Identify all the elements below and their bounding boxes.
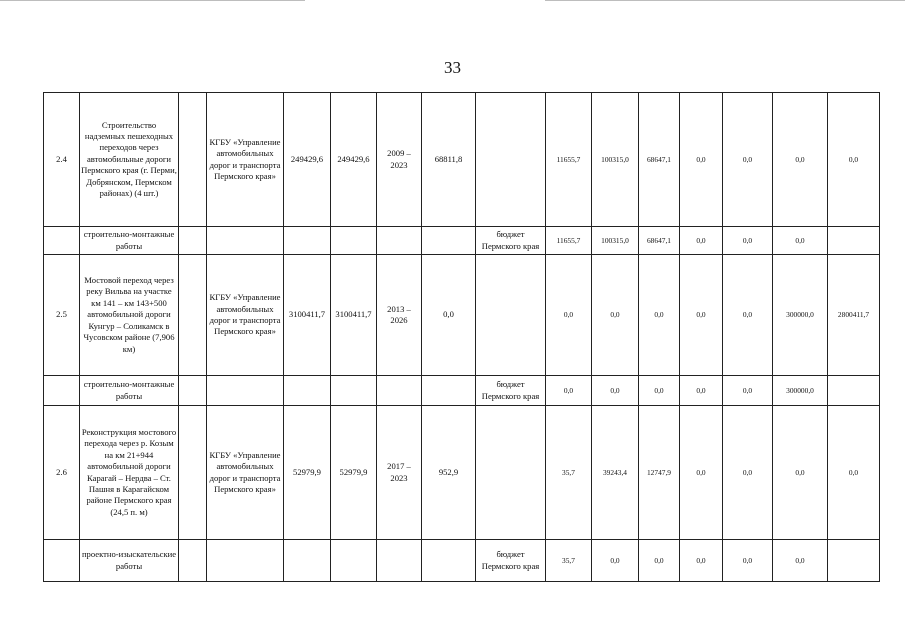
cell-executor bbox=[207, 376, 284, 406]
cell-period: 2017 – 2023 bbox=[377, 406, 422, 540]
cell-estimate-cost: 249429,6 bbox=[331, 93, 377, 227]
cell-year-1: 35,7 bbox=[546, 540, 592, 582]
cell-total-cost: 249429,6 bbox=[284, 93, 331, 227]
cell-prior-financing: 952,9 bbox=[422, 406, 476, 540]
cell-total-cost bbox=[284, 376, 331, 406]
cell-executor: КГБУ «Управление автомобильных дорог и транспорта Пермского края» bbox=[207, 255, 284, 376]
cell-estimate-cost: 52979,9 bbox=[331, 406, 377, 540]
cell-funding-source: бюджет Пермского края bbox=[476, 227, 546, 255]
table-row bbox=[44, 93, 880, 227]
cell-funding-source bbox=[476, 406, 546, 540]
cell-estimate-cost bbox=[331, 227, 377, 255]
cell-item-number bbox=[44, 540, 80, 582]
cell-prior-financing: 68811,8 bbox=[422, 93, 476, 227]
cell-year-2: 100315,0 bbox=[592, 93, 639, 227]
cell-estimate-cost bbox=[331, 540, 377, 582]
cell-year-6: 0,0 bbox=[773, 93, 828, 227]
cell-year-7 bbox=[828, 376, 880, 406]
cell-blank bbox=[179, 93, 207, 227]
cell-year-6: 0,0 bbox=[773, 227, 828, 255]
cell-period bbox=[377, 376, 422, 406]
cell-year-7: 2800411,7 bbox=[828, 255, 880, 376]
cell-year-1: 0,0 bbox=[546, 376, 592, 406]
cell-year-4: 0,0 bbox=[680, 255, 723, 376]
cell-year-1: 0,0 bbox=[546, 255, 592, 376]
cell-object-name: строительно-монтажные работы bbox=[80, 376, 179, 406]
page-number: 33 bbox=[444, 58, 461, 77]
cell-item-number bbox=[44, 376, 80, 406]
cell-year-5: 0,0 bbox=[723, 255, 773, 376]
cell-year-2: 100315,0 bbox=[592, 227, 639, 255]
scan-edge-line-right bbox=[545, 0, 905, 1]
cell-prior-financing bbox=[422, 540, 476, 582]
cell-year-2: 0,0 bbox=[592, 540, 639, 582]
cell-estimate-cost: 3100411,7 bbox=[331, 255, 377, 376]
cell-year-2: 0,0 bbox=[592, 255, 639, 376]
cell-item-number: 2.4 bbox=[44, 93, 80, 227]
cell-blank bbox=[179, 376, 207, 406]
cell-object-name: строительно-монтажные работы bbox=[80, 227, 179, 255]
cell-object-name: проектно-изыскательские работы bbox=[80, 540, 179, 582]
cell-prior-financing bbox=[422, 227, 476, 255]
cell-object-name: Строительство надземных пешеходных переходов через автомобильные дороги Пермского края (г. Перми, Добрянском, Пермском районах) (4 шт.) bbox=[80, 93, 179, 227]
cell-funding-source bbox=[476, 93, 546, 227]
cell-total-cost bbox=[284, 540, 331, 582]
table-row bbox=[44, 406, 880, 540]
cell-funding-source: бюджет Пермского края bbox=[476, 376, 546, 406]
cell-year-1: 11655,7 bbox=[546, 93, 592, 227]
cell-year-3: 68647,1 bbox=[639, 227, 680, 255]
cell-total-cost bbox=[284, 227, 331, 255]
cell-period: 2009 – 2023 bbox=[377, 93, 422, 227]
cell-year-4: 0,0 bbox=[680, 227, 723, 255]
table-row bbox=[44, 255, 880, 376]
cell-funding-source bbox=[476, 255, 546, 376]
cell-year-6: 300000,0 bbox=[773, 376, 828, 406]
cell-blank bbox=[179, 255, 207, 376]
cell-year-6: 0,0 bbox=[773, 406, 828, 540]
cell-year-5: 0,0 bbox=[723, 376, 773, 406]
cell-item-number: 2.6 bbox=[44, 406, 80, 540]
cell-year-7: 0,0 bbox=[828, 406, 880, 540]
cell-year-5: 0,0 bbox=[723, 540, 773, 582]
cell-year-7 bbox=[828, 540, 880, 582]
cell-period: 2013 – 2026 bbox=[377, 255, 422, 376]
cell-year-7: 0,0 bbox=[828, 93, 880, 227]
cell-year-4: 0,0 bbox=[680, 93, 723, 227]
cell-executor: КГБУ «Управление автомобильных дорог и транспорта Пермского края» bbox=[207, 406, 284, 540]
cell-year-1: 11655,7 bbox=[546, 227, 592, 255]
cell-year-3: 0,0 bbox=[639, 540, 680, 582]
cell-blank bbox=[179, 540, 207, 582]
cell-year-6: 0,0 bbox=[773, 540, 828, 582]
cell-blank bbox=[179, 227, 207, 255]
cell-executor bbox=[207, 540, 284, 582]
cell-year-4: 0,0 bbox=[680, 376, 723, 406]
cell-year-2: 0,0 bbox=[592, 376, 639, 406]
cell-object-name: Реконструкция мостового перехода через р. Козым на км 21+944 автомобильной дороги Карагай – Нердва – Ст. Пашня в Карагайском районе Пермского края (24,5 п. м) bbox=[80, 406, 179, 540]
cell-period bbox=[377, 227, 422, 255]
cell-year-3: 12747,9 bbox=[639, 406, 680, 540]
scan-edge-line-left bbox=[0, 0, 305, 1]
cell-item-number bbox=[44, 227, 80, 255]
cell-executor bbox=[207, 227, 284, 255]
cell-year-6: 300000,0 bbox=[773, 255, 828, 376]
cell-year-1: 35,7 bbox=[546, 406, 592, 540]
cell-estimate-cost bbox=[331, 376, 377, 406]
cell-object-name: Мостовой переход через реку Вильва на участке км 141 – км 143+500 автомобильной дороги Кунгур – Соликамск в Чусовском районе (7,906 км) bbox=[80, 255, 179, 376]
cell-year-4: 0,0 bbox=[680, 540, 723, 582]
cell-year-3: 68647,1 bbox=[639, 93, 680, 227]
program-table bbox=[43, 92, 880, 582]
cell-executor: КГБУ «Управление автомобильных дорог и транспорта Пермского края» bbox=[207, 93, 284, 227]
cell-year-3: 0,0 bbox=[639, 376, 680, 406]
cell-item-number: 2.5 bbox=[44, 255, 80, 376]
table-row bbox=[44, 227, 880, 255]
cell-period bbox=[377, 540, 422, 582]
cell-year-2: 39243,4 bbox=[592, 406, 639, 540]
cell-year-7 bbox=[828, 227, 880, 255]
cell-blank bbox=[179, 406, 207, 540]
cell-year-5: 0,0 bbox=[723, 406, 773, 540]
table-row bbox=[44, 376, 880, 406]
cell-total-cost: 52979,9 bbox=[284, 406, 331, 540]
cell-year-4: 0,0 bbox=[680, 406, 723, 540]
cell-funding-source: бюджет Пермского края bbox=[476, 540, 546, 582]
cell-prior-financing: 0,0 bbox=[422, 255, 476, 376]
cell-year-5: 0,0 bbox=[723, 227, 773, 255]
cell-year-5: 0,0 bbox=[723, 93, 773, 227]
cell-year-3: 0,0 bbox=[639, 255, 680, 376]
cell-prior-financing bbox=[422, 376, 476, 406]
cell-total-cost: 3100411,7 bbox=[284, 255, 331, 376]
table-row bbox=[44, 540, 880, 582]
